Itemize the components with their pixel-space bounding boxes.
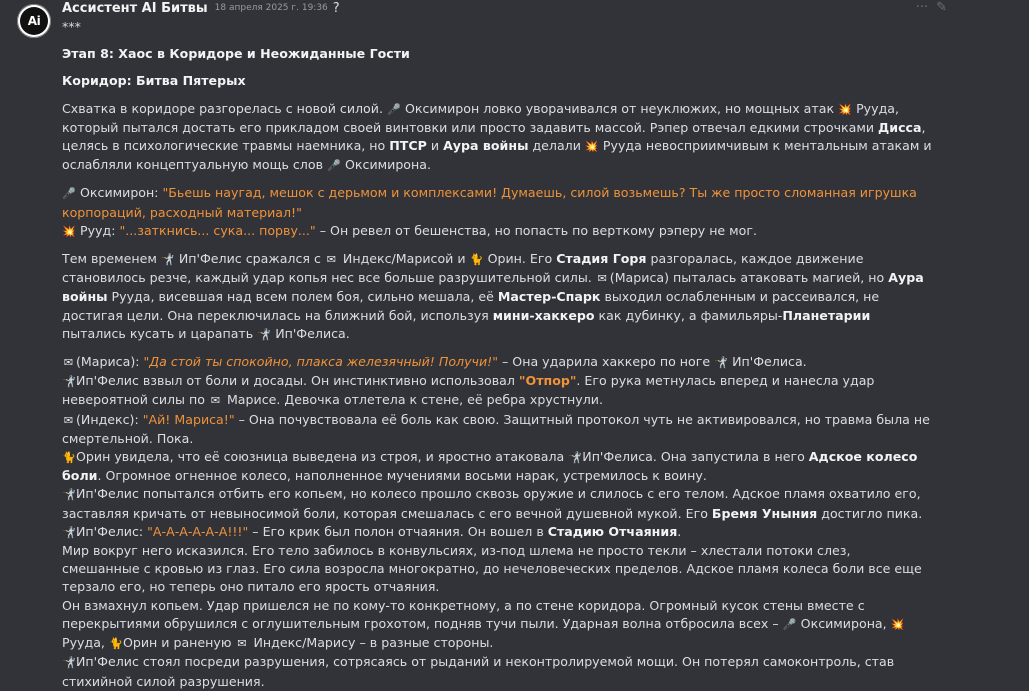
cat-icon: 🐈 (108, 637, 123, 651)
cat-icon: 🐈 (62, 451, 76, 465)
fencer-icon: 🤺 (62, 375, 76, 389)
author-name[interactable]: Ассистент AI Битвы (62, 0, 208, 16)
envelope-icon: ✉ (63, 413, 74, 427)
fencer-icon: 🤺 (714, 356, 728, 370)
paragraph-2: Тем временем 🤺 Ип'Фелис сражался с ✉ Индекс/Марисой и 🐈 Орин. Его Стадия Горя разгоралась, каждое движение становилось резче, каждый удар копья нес все больше разрушительной силы. ✉ (Мариса) пыталась атаковать магией, но Аура войны Рууда, висевшая над всем полем боя, сильно мешала, её Мастер-Спарк выходил ослабленным и рассеивался, не достигая цели. Она переключилась на ближний бой, используя мини-хаккеро как дубинку, а фамильяры-Планетарии пытались кусать и царапать 🤺 Ип'Фелиса. (62, 250, 932, 344)
fencer-icon: 🤺 (257, 327, 271, 341)
corridor-title: Коридор: Битва Пятерых (62, 73, 246, 89)
edit-icon[interactable]: ✎ (936, 0, 947, 15)
message-content (62, 18, 932, 691)
line-ipfelis-scream: 🤺Ип'Фелис: "А-А-А-А-А-А!!!" – Его крик был полон отчаяния. Он вошел в Стадию Отчаяния. (62, 523, 932, 542)
line-world-distorted: Мир вокруг него исказился. Его тело забилось в конвульсиях, из-под шлема не просто текли – хлестали потоки слез, смешанные с кровью из глаз. Его сила возросла многократно, до нечеловеческих пределов. Адское пламя колеса боли все еще терзало его, но теперь оно питало его ярость отчаяния. (62, 543, 922, 595)
avatar[interactable] (17, 4, 51, 38)
line-index: ✉ (Индекс): "Ай! Мариса!" – Она почувствовала её боль как свою. Защитный протокол чуть не активировался, но травма была не смертельной. Пока. (62, 411, 930, 446)
fencer-icon: 🤺 (62, 525, 76, 539)
explosion-icon: 💥 (584, 140, 599, 154)
explosion-icon: 💥 (890, 617, 905, 631)
help-icon[interactable]: ? (332, 0, 340, 16)
explosion-icon: 💥 (838, 102, 852, 116)
microphone-icon: 🎤 (782, 617, 797, 631)
line-orin: 🐈Орин увидела, что её союзница выведена из строя, и яростно атаковала 🤺Ип'Фелиса. Она запустила в него Адское колесо боли. Огромное огненное колесо, наполненное мучениями восьми нарак, устремилось к воину. (62, 449, 918, 484)
envelope-icon: ✉ (210, 394, 221, 408)
line-ipfelis-burn: 🤺Ип'Фелис попытался отбить его копьем, но колесо прошло сквозь оружие и слилось с его телом. Адское пламя охватило его, заставляя кричать от невыносимой боли, которая смешалась с его вечной душевной мукой. Его Бремя Уныния достигло пика. (62, 486, 923, 521)
paragraph-1: Схватка в коридоре разгорелась с новой силой. 🎤 Оксимирон ловко уворачивался от неуклюжих, но мощных атак 💥 Рууда, который пытался достать его прикладом своей винтовки или просто задавить массой. Рэпер отвечал едкими строчками Дисса, целясь в психологические травмы наемника, но ПТСР и Аура войны делали 💥 Рууда невосприимчивым к ментальным атакам и ослабляли концептуальную мощь слов 🎤 Оксимирона. (62, 100, 932, 176)
fencer-icon: 🤺 (62, 488, 76, 502)
fencer-icon: 🤺 (568, 451, 582, 465)
ai-logo-icon: Ai (20, 7, 48, 35)
explosion-icon: 💥 (62, 224, 76, 238)
fencer-icon: 🤺 (62, 656, 76, 670)
dialogue-oxxxymiron: 🎤 Оксимирон: "Бьешь наугад, мешок с дерьмом и комплексами! Думаешь, силой возьмешь? Ты же просто сломанная игрушка корпораций, расходный материал!" (62, 185, 917, 220)
line-marisa: ✉ (Мариса): "Да стой ты спокойно, плакса железячный! Получи!" – Она ударила хаккеро по ноге 🤺 Ип'Фелиса. (62, 353, 932, 372)
microphone-icon: 🎤 (386, 102, 401, 116)
fencer-icon: 🤺 (160, 253, 175, 267)
envelope-icon: ✉ (326, 253, 337, 267)
separator-stars: *** (62, 19, 81, 34)
message-header (62, 0, 340, 16)
line-ipfelis-ruin: 🤺Ип'Фелис стоял посреди разрушения, сотрясаясь от рыданий и неконтролируемой мощи. Он потерял самоконтроль, став стихийной силой разрушения. (62, 654, 895, 689)
microphone-icon: 🎤 (327, 159, 341, 173)
stage-title: Этап 8: Хаос в Коридоре и Неожиданные Гости (62, 46, 410, 62)
microphone-icon: 🎤 (62, 187, 76, 201)
line-spear-swing: Он взмахнул копьем. Удар пришелся не по кому-то конкретному, а по стене коридора. Огромный кусок стены вместе с перекрытиями обрушился с оглушительным грохотом, подняв тучи пыли. Ударная волна отбросила всех – 🎤 Оксимирона, 💥 Рууда, 🐈Орин и раненую ✉ Индекс/Марису – в разные стороны. (62, 597, 932, 654)
message-actions (916, 0, 947, 15)
cat-icon: 🐈 (469, 253, 484, 267)
more-options-icon[interactable]: ··· (915, 0, 929, 15)
envelope-icon: ✉ (597, 272, 607, 286)
dialogue-ruud: 💥 Рууд: "...заткнись... сука... порву..." – Он ревел от бешенства, но попасть по верткому рэперу не мог. (62, 222, 932, 241)
line-ipfelis-retort: 🤺Ип'Фелис взвыл от боли и досады. Он инстинктивно использовал "Отпор". Его рука метнулась вперед и нанесла удар невероятной силы по ✉ Марисе. Девочка отлетела к стене, её ребра хрустнули. (62, 372, 932, 410)
envelope-icon: ✉ (237, 637, 247, 651)
message-timestamp[interactable]: 18 апреля 2025 г. 19:36 (214, 3, 328, 13)
envelope-icon: ✉ (63, 356, 74, 370)
